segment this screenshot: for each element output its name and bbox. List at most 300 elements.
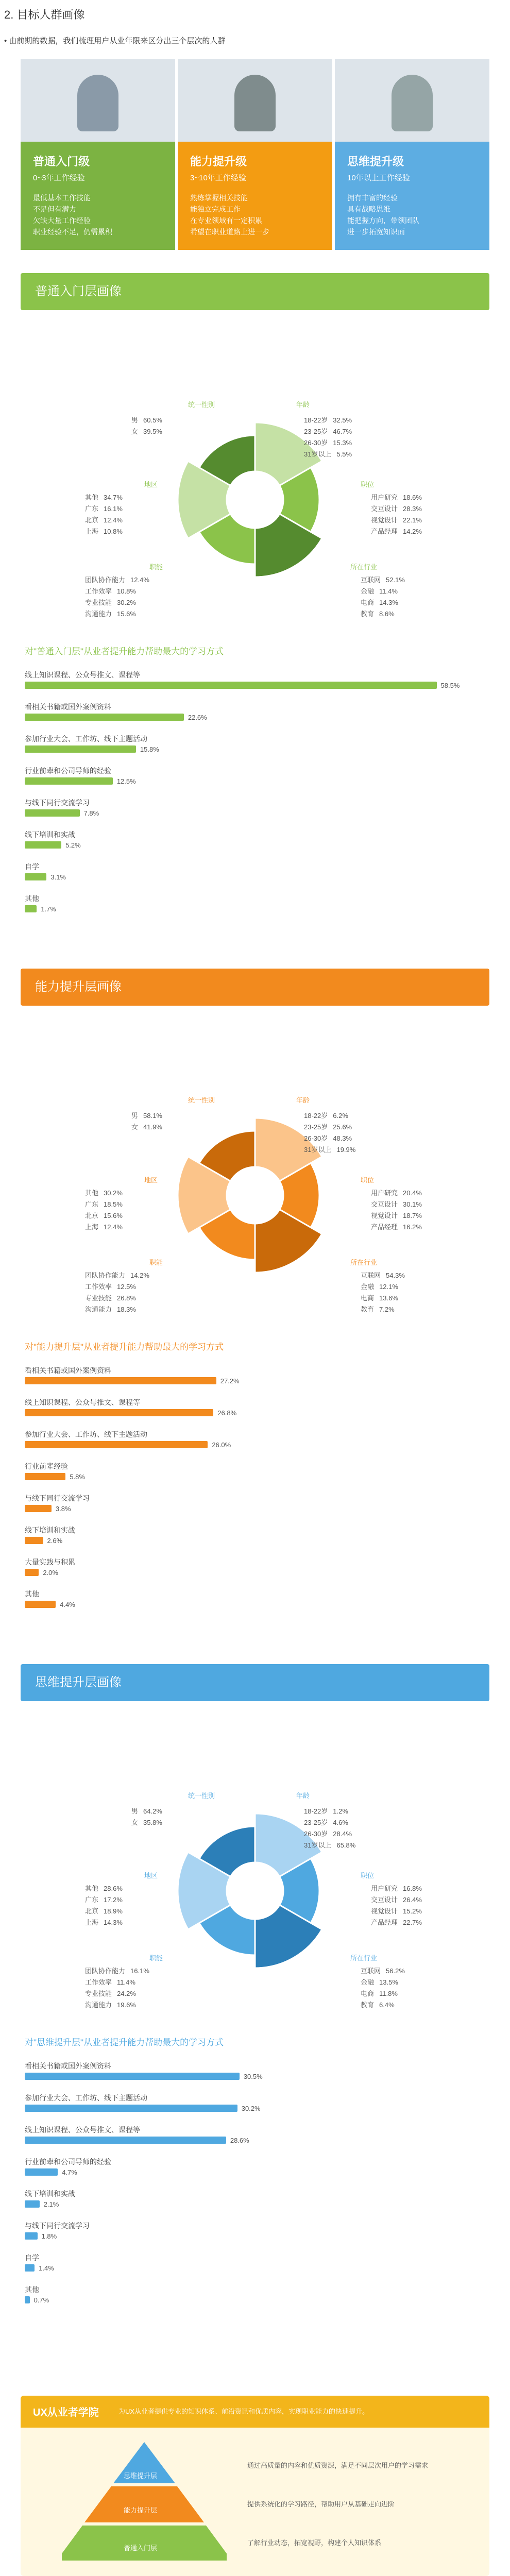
pyramid-label-bottom: 普通入门层 <box>124 2544 158 2552</box>
radial-label: 地区 <box>144 1176 158 1184</box>
stat-value: 26.8% <box>117 1294 136 1302</box>
pyramid-label-top: 思维提升层 <box>124 2472 158 2480</box>
stat-label: 团队协作能力 <box>85 576 126 584</box>
stat-label: 互联网 <box>361 576 381 584</box>
stat-label: 女 <box>131 1123 139 1131</box>
stat-label: 交互设计 <box>371 1200 398 1208</box>
stat-value: 39.5% <box>143 428 162 435</box>
stat-value: 60.5% <box>143 416 162 424</box>
bar-chart-title: 对"思维提升层"从业者提升能力帮助最大的学习方式 <box>25 2038 224 2047</box>
bar-label: 参加行业大会、工作坊、线下主题活动 <box>25 1430 147 1438</box>
bar-value: 5.2% <box>65 841 81 849</box>
ux-academy-title: UX从业者学院 <box>33 2407 99 2418</box>
stat-value: 12.4% <box>104 1223 123 1231</box>
stat-label: 用户研究 <box>371 494 398 501</box>
ux-note: 了解行业动态，拓宽视野，构建个人知识体系 <box>247 2539 382 2547</box>
stat-label: 上海 <box>85 1919 99 1926</box>
stat-value: 18.3% <box>117 1306 136 1313</box>
stat-row <box>304 1840 355 1851</box>
bar-fill <box>25 2168 58 2176</box>
stat-label: 用户研究 <box>371 1189 398 1197</box>
persona-line: 进一步拓宽知识面 <box>347 228 405 236</box>
bar-track <box>25 2295 49 2305</box>
radial-label: 统一性别 <box>188 1096 215 1104</box>
stat-row <box>85 574 149 586</box>
bar-label: 行业前辈和公司导师的经验 <box>25 2158 111 2166</box>
persona-sub: 0~3年工作经验 <box>33 174 85 182</box>
stat-label: 产品经理 <box>371 1223 398 1231</box>
bar-row <box>25 2125 249 2145</box>
bar-row <box>25 1557 75 1578</box>
stat-row <box>131 1122 162 1133</box>
stat-label: 专业技能 <box>85 1294 112 1302</box>
bar-value: 15.8% <box>140 745 159 753</box>
stat-value: 6.4% <box>379 2001 395 2009</box>
stat-row <box>304 1144 355 1156</box>
radial-label: 年龄 <box>296 1096 310 1104</box>
stat-label: 北京 <box>85 1212 99 1219</box>
persona-photo <box>335 59 489 142</box>
stat-list <box>371 1188 422 1233</box>
bar-row <box>25 1365 240 1386</box>
bar-label: 线下培训和实战 <box>25 2190 75 2198</box>
bar-fill <box>25 905 37 912</box>
bar-value: 2.1% <box>43 2200 59 2208</box>
bar-track <box>25 1439 231 1450</box>
stat-row <box>85 526 123 537</box>
stat-label: 产品经理 <box>371 528 398 535</box>
stat-value: 41.9% <box>143 1123 162 1131</box>
stat-value: 28.3% <box>403 505 422 513</box>
stat-value: 11.8% <box>379 1990 398 1997</box>
stat-value: 16.8% <box>403 1885 422 1892</box>
stat-label: 工作效率 <box>85 1283 112 1291</box>
bar-track <box>25 1535 75 1546</box>
stat-row <box>85 1894 123 1906</box>
persona-line: 具有战略思维 <box>347 205 390 213</box>
stat-value: 32.5% <box>333 416 352 424</box>
persona-title: 普通入门级 <box>33 155 90 168</box>
stat-value: 8.6% <box>379 610 395 618</box>
stat-row <box>85 1883 123 1894</box>
stat-value: 54.3% <box>386 1272 405 1279</box>
bar-row <box>25 1397 236 1418</box>
bar-chart-title: 对"普通入门层"从业者提升能力帮助最大的学习方式 <box>25 647 224 656</box>
bar-value: 1.8% <box>41 2232 57 2240</box>
stat-label: 沟通能力 <box>85 2001 112 2009</box>
stat-value: 30.2% <box>104 1189 123 1197</box>
radial-label: 职能 <box>149 1954 163 1962</box>
bar-label: 与线下同行交流学习 <box>25 1494 90 1502</box>
stat-row <box>131 1806 162 1817</box>
bar-fill <box>25 1601 56 1608</box>
persona-info <box>21 142 175 250</box>
stat-value: 64.2% <box>143 1807 162 1815</box>
stat-value: 17.2% <box>104 1896 123 1904</box>
stat-label: 26-30岁 <box>304 1134 328 1142</box>
stat-label: 18-22岁 <box>304 1807 328 1815</box>
stat-row <box>131 1817 162 1828</box>
bar-track <box>25 2231 90 2241</box>
stat-value: 15.6% <box>117 610 136 618</box>
stat-list <box>131 1110 162 1133</box>
bar-track <box>25 680 460 690</box>
stat-label: 18-22岁 <box>304 1112 328 1120</box>
persona-line: 不足但有潜力 <box>33 205 76 213</box>
stat-row <box>371 1906 422 1917</box>
stat-list <box>371 492 422 537</box>
bar-track <box>25 1471 85 1482</box>
stat-label: 31岁以上 <box>304 1146 332 1154</box>
stat-label: 上海 <box>85 1223 99 1231</box>
bar-label: 参加行业大会、工作坊、线下主题活动 <box>25 2094 147 2102</box>
stat-row <box>371 492 422 503</box>
stat-value: 14.3% <box>104 1919 123 1926</box>
stat-row <box>85 1199 123 1210</box>
stat-row <box>304 415 352 426</box>
stat-row <box>304 1122 355 1133</box>
stat-value: 46.7% <box>333 428 352 435</box>
stat-label: 女 <box>131 1819 139 1826</box>
bar-row <box>25 734 159 754</box>
radial-label: 所在行业 <box>350 1954 378 1962</box>
stat-row <box>131 415 162 426</box>
bar-fill <box>25 1473 65 1480</box>
bar-label: 看相关书籍或国外案例资料 <box>25 703 111 711</box>
stat-list <box>85 1965 149 2011</box>
bar-label: 自学 <box>25 862 39 871</box>
stat-row <box>85 1210 123 1222</box>
radial-center <box>229 473 281 526</box>
stat-label: 专业技能 <box>85 599 112 606</box>
stat-row <box>304 437 352 449</box>
stat-value: 34.7% <box>104 494 123 501</box>
bar-value: 2.0% <box>43 1568 58 1577</box>
persona-sub: 3~10年工作经验 <box>190 174 246 182</box>
stat-row <box>371 1917 422 1928</box>
bar-label: 参加行业大会、工作坊、线下主题活动 <box>25 735 147 743</box>
bar-row <box>25 1429 231 1450</box>
stat-row <box>371 1222 422 1233</box>
bar-track <box>25 744 159 754</box>
section-header-bar: 思维提升层画像 <box>21 1664 489 1701</box>
stat-row <box>361 1965 405 1977</box>
stat-value: 14.2% <box>130 1272 149 1279</box>
stat-value: 12.5% <box>117 1283 136 1291</box>
stat-list <box>131 1806 162 1828</box>
stat-list <box>85 574 149 620</box>
stat-value: 14.2% <box>403 528 422 535</box>
bar-row <box>25 798 99 818</box>
stat-row <box>361 1281 405 1293</box>
stat-label: 视觉设计 <box>371 1907 398 1915</box>
stat-row <box>85 608 149 620</box>
bar-row <box>25 2252 54 2273</box>
bar-label: 行业前辈经验 <box>25 1462 68 1470</box>
stat-label: 上海 <box>85 528 99 535</box>
stat-row <box>85 1999 149 2011</box>
bar-track <box>25 776 136 786</box>
bar-row <box>25 2284 49 2305</box>
persona-line: 在专业领域有一定积累 <box>190 216 262 225</box>
bar-value: 5.8% <box>70 1472 85 1481</box>
persona-info <box>335 142 489 250</box>
stat-row <box>304 1817 355 1828</box>
bar-fill <box>25 841 61 849</box>
bar-track <box>25 872 66 882</box>
persona-title: 思维提升级 <box>347 155 404 168</box>
stat-label: 工作效率 <box>85 587 112 595</box>
stat-label: 教育 <box>361 1306 375 1313</box>
stat-row <box>131 1110 162 1122</box>
bar-value: 27.2% <box>220 1377 240 1385</box>
stat-row <box>361 1304 405 1315</box>
ux-academy-header <box>21 2396 489 2428</box>
radial-label: 地区 <box>144 481 158 488</box>
stat-list <box>304 1806 355 1851</box>
stat-label: 互联网 <box>361 1967 381 1975</box>
stat-row <box>85 492 123 503</box>
stat-value: 25.6% <box>333 1123 352 1131</box>
stat-row <box>304 1828 355 1840</box>
stat-value: 5.5% <box>336 450 352 458</box>
persona-card-improve <box>178 59 332 250</box>
stat-value: 30.2% <box>117 599 136 606</box>
bar-label: 其他 <box>25 2285 39 2294</box>
bar-fill <box>25 809 80 817</box>
stat-label: 其他 <box>85 1885 99 1892</box>
bar-label: 看相关书籍或国外案例资料 <box>25 1366 111 1375</box>
radial-diagram <box>0 392 510 608</box>
bar-fill <box>25 1409 213 1416</box>
stat-row <box>371 503 422 515</box>
bar-label: 线上知识课程、公众号推文、课程等 <box>25 1398 140 1406</box>
bar-row <box>25 1493 90 1514</box>
bar-fill <box>25 714 184 721</box>
bar-label: 线下培训和实战 <box>25 831 75 839</box>
stat-row <box>371 526 422 537</box>
stat-row <box>85 1281 149 1293</box>
radial-label: 统一性别 <box>188 1792 215 1800</box>
stat-value: 10.8% <box>117 587 136 595</box>
stat-value: 65.8% <box>336 1841 356 1849</box>
bar-track <box>25 904 56 914</box>
stat-value: 28.4% <box>333 1830 352 1838</box>
stat-row <box>85 1917 123 1928</box>
stat-label: 23-25岁 <box>304 1819 328 1826</box>
stat-value: 52.1% <box>386 576 405 584</box>
bar-fill <box>25 1441 208 1448</box>
stat-row <box>85 1988 149 1999</box>
bar-track <box>25 2135 249 2145</box>
stat-row <box>85 1293 149 1304</box>
section-header-bar: 能力提升层画像 <box>21 969 489 1006</box>
stat-value: 12.4% <box>130 576 149 584</box>
stat-label: 交互设计 <box>371 1896 398 1904</box>
stat-row <box>361 1293 405 1304</box>
radial-label: 职能 <box>149 1259 163 1266</box>
bar-value: 30.2% <box>241 2104 261 2112</box>
stat-label: 团队协作能力 <box>85 1967 126 1975</box>
stat-list <box>361 1965 405 2011</box>
stat-value: 11.4% <box>379 587 398 595</box>
bar-track <box>25 1376 240 1386</box>
bar-fill <box>25 873 46 880</box>
stat-row <box>361 608 405 620</box>
stat-label: 互联网 <box>361 1272 381 1279</box>
bar-track <box>25 1408 236 1418</box>
bar-track <box>25 2263 54 2273</box>
stat-label: 23-25岁 <box>304 1123 328 1131</box>
stat-list <box>361 1270 405 1315</box>
stat-value: 48.3% <box>333 1134 352 1142</box>
stat-label: 用户研究 <box>371 1885 398 1892</box>
stat-row <box>85 515 123 526</box>
stat-label: 广东 <box>85 1896 99 1904</box>
stat-label: 电商 <box>361 1990 375 1997</box>
bar-fill <box>25 2137 226 2144</box>
bar-value: 0.7% <box>33 2296 49 2304</box>
bar-fill <box>25 1537 43 1544</box>
bar-label: 与线下同行交流学习 <box>25 2222 90 2230</box>
radial-center <box>229 1169 281 1222</box>
stat-label: 31岁以上 <box>304 450 332 458</box>
stat-value: 18.9% <box>104 1907 123 1915</box>
bar-row <box>25 1461 85 1482</box>
bar-value: 30.5% <box>243 2072 263 2080</box>
bar-value: 12.5% <box>116 777 136 785</box>
bar-row <box>25 2157 111 2177</box>
radial-label: 地区 <box>144 1872 158 1879</box>
stat-value: 15.6% <box>104 1212 123 1219</box>
stat-row <box>361 1270 405 1281</box>
ux-academy-box <box>21 2396 489 2576</box>
persona-photo <box>178 59 332 142</box>
persona-sub: 10年以上工作经验 <box>347 174 410 182</box>
stat-label: 26-30岁 <box>304 439 328 447</box>
bar-label: 行业前辈和公司导师的经验 <box>25 767 111 775</box>
persona-card-thinking <box>335 59 489 250</box>
stat-row <box>304 1133 355 1144</box>
stat-value: 4.6% <box>333 1819 348 1826</box>
stat-row <box>361 1999 405 2011</box>
stat-list <box>131 415 162 437</box>
radial-label: 职位 <box>361 1176 375 1184</box>
bar-fill <box>25 1505 52 1512</box>
bar-value: 3.1% <box>50 873 66 881</box>
bar-row <box>25 766 136 786</box>
bar-track <box>25 1599 75 1609</box>
stat-label: 产品经理 <box>371 1919 398 1926</box>
stat-label: 男 <box>131 1112 139 1120</box>
stat-row <box>361 1988 405 1999</box>
radial-label: 年龄 <box>296 1792 310 1800</box>
ux-note: 通过高质量的内容和优质资源，满足不同层次用户的学习需求 <box>247 2462 429 2469</box>
stat-row <box>304 1806 355 1817</box>
bar-value: 1.4% <box>39 2264 54 2272</box>
bar-fill <box>25 2200 40 2208</box>
bar-fill <box>25 2232 38 2240</box>
bar-track <box>25 2103 261 2113</box>
bar-fill <box>25 1377 216 1384</box>
bar-row <box>25 2221 90 2241</box>
bar-label: 其他 <box>25 1590 39 1598</box>
persona-line: 最低基本工作技能 <box>33 194 91 202</box>
stat-row <box>361 586 405 597</box>
stat-row <box>85 1270 149 1281</box>
stat-row <box>85 1188 123 1199</box>
stat-list <box>371 1883 422 1928</box>
stat-label: 31岁以上 <box>304 1841 332 1849</box>
stat-label: 教育 <box>361 2001 375 2009</box>
bar-row <box>25 2189 75 2209</box>
bar-track <box>25 840 81 850</box>
stat-label: 金融 <box>361 1283 375 1291</box>
stat-value: 13.6% <box>379 1294 398 1302</box>
bar-fill <box>25 2105 237 2112</box>
bar-label: 其他 <box>25 894 39 903</box>
stat-label: 广东 <box>85 505 99 513</box>
radial-center <box>229 1865 281 1917</box>
section-header-bar: 普通入门层画像 <box>21 273 489 310</box>
persona-photo <box>21 59 175 142</box>
stat-label: 男 <box>131 416 139 424</box>
bar-label: 线上知识课程、公众号推文、课程等 <box>25 671 140 679</box>
bar-fill <box>25 745 136 753</box>
stat-list <box>361 574 405 620</box>
stat-value: 18.7% <box>403 1212 422 1219</box>
bar-value: 4.7% <box>62 2168 77 2176</box>
stat-label: 团队协作能力 <box>85 1272 126 1279</box>
persona-line: 拥有丰富的经验 <box>347 194 398 202</box>
bar-fill <box>25 2296 30 2303</box>
stat-row <box>304 426 352 437</box>
stat-value: 15.3% <box>333 439 352 447</box>
bar-fill <box>25 2073 240 2080</box>
stat-row <box>85 1965 149 1977</box>
bar-label: 看相关书籍或国外案例资料 <box>25 2062 111 2070</box>
stat-value: 35.8% <box>143 1819 162 1826</box>
section-title: 2. 目标人群画像 <box>4 8 85 21</box>
stat-value: 58.1% <box>143 1112 162 1120</box>
stat-row <box>361 574 405 586</box>
stat-value: 22.1% <box>403 516 422 524</box>
bar-fill <box>25 2264 35 2272</box>
bar-label: 线下培训和实战 <box>25 1526 75 1534</box>
stat-label: 工作效率 <box>85 1978 112 1986</box>
radial-diagram <box>0 1783 510 1999</box>
stat-label: 沟通能力 <box>85 1306 112 1313</box>
stat-value: 14.3% <box>379 599 398 606</box>
persona-line: 能独立完成工作 <box>190 205 241 213</box>
bar-row <box>25 2061 263 2081</box>
stat-label: 其他 <box>85 494 99 501</box>
stat-value: 26.4% <box>403 1896 422 1904</box>
persona-line: 职业经验不足，仍需累积 <box>33 228 112 236</box>
stat-value: 16.1% <box>130 1967 149 1975</box>
bar-track <box>25 1567 75 1578</box>
persona-title: 能力提升级 <box>190 155 247 168</box>
stat-value: 18.6% <box>403 494 422 501</box>
stat-label: 电商 <box>361 1294 375 1302</box>
stat-row <box>85 503 123 515</box>
bar-row <box>25 893 56 914</box>
stat-list <box>304 1110 355 1156</box>
stat-value: 18.5% <box>104 1200 123 1208</box>
ux-note: 提供系统化的学习路径，帮助用户从基础走向进阶 <box>247 2500 395 2508</box>
stat-value: 30.1% <box>403 1200 422 1208</box>
bar-row <box>25 2093 261 2113</box>
